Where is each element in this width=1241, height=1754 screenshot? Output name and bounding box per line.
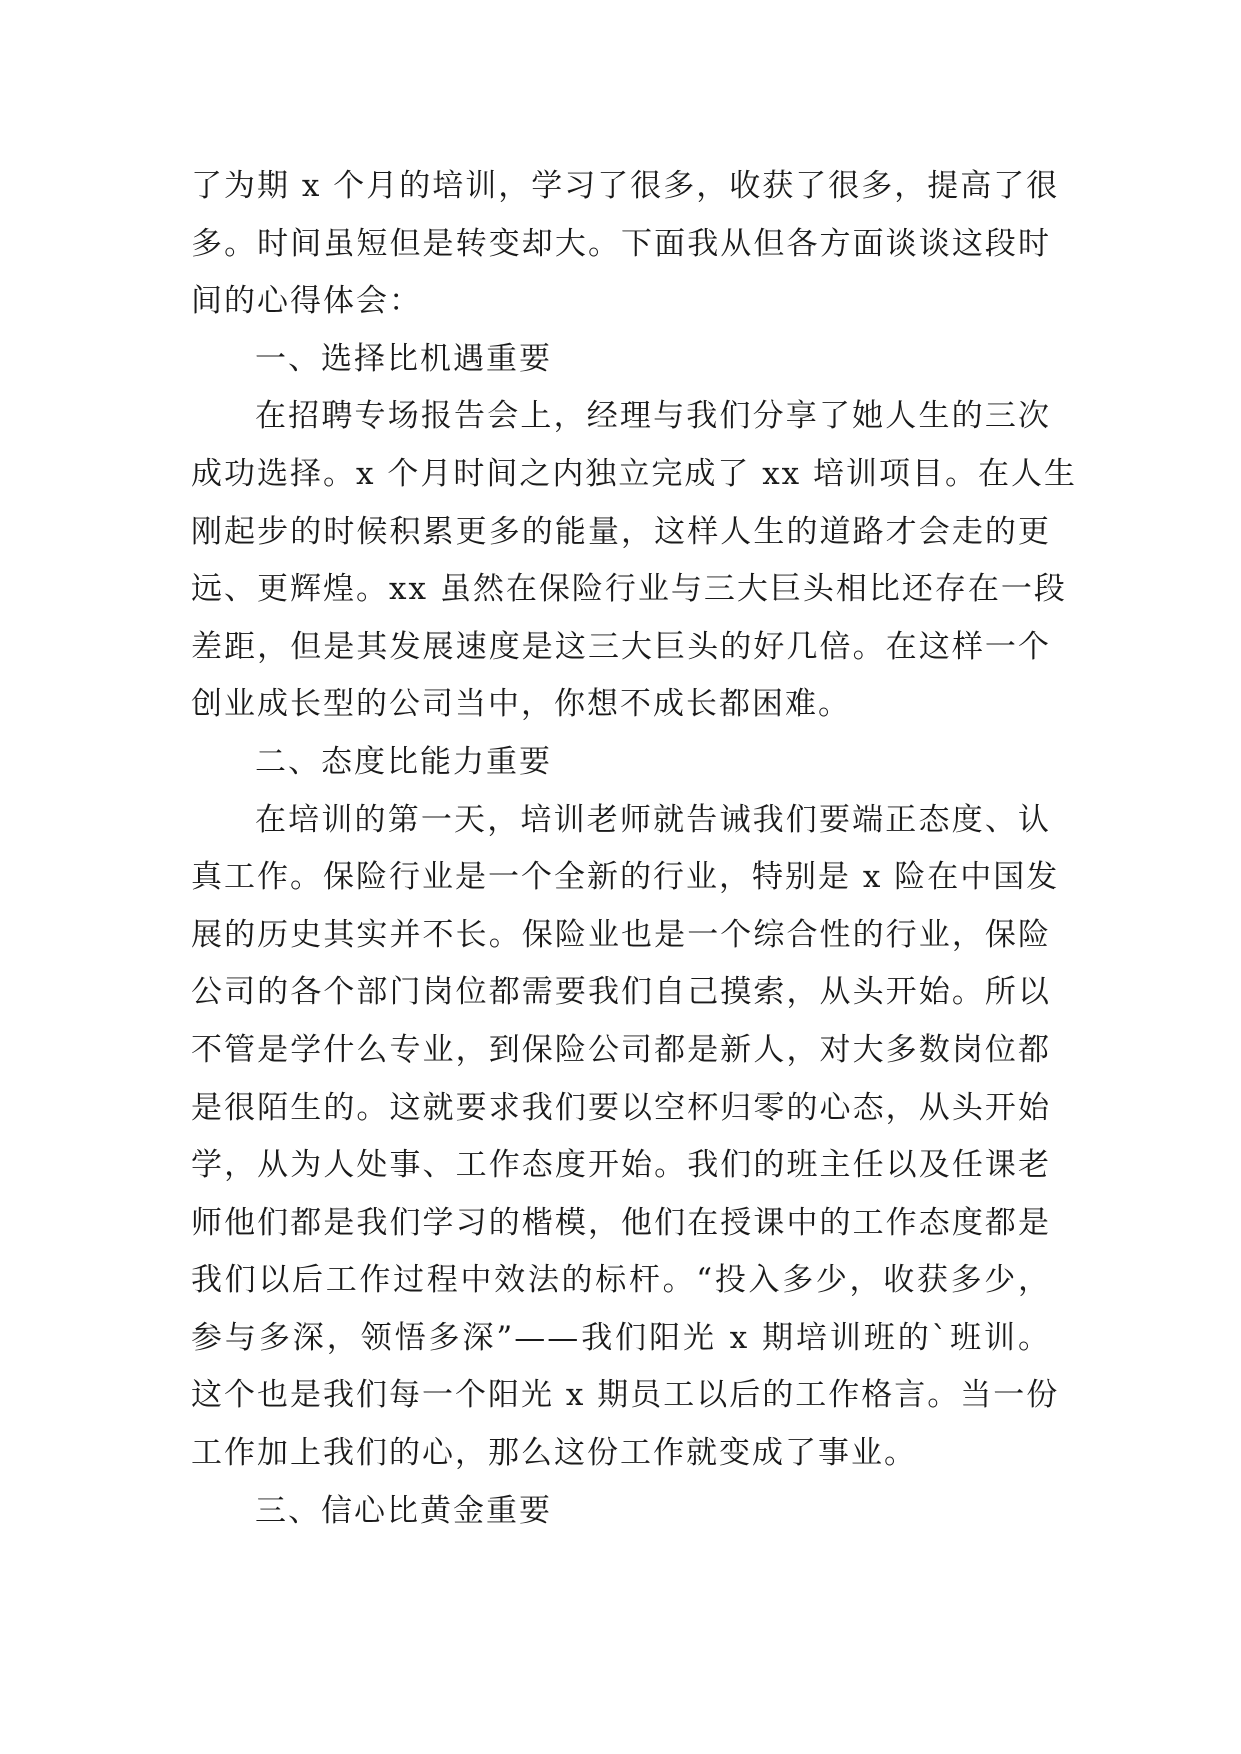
paragraph-line: 真工作。保险行业是一个全新的行业，特别是 x 险在中国发: [191, 859, 1060, 896]
paragraph-line: 工作加上我们的心，那么这份工作就变成了事业。: [191, 1435, 917, 1472]
paragraph-line: 成功选择。x 个月时间之内独立完成了 xx 培训项目。在人生: [191, 455, 1078, 492]
paragraph-line: 师他们都是我们学习的楷模，他们在授课中的工作态度都是: [191, 1204, 1051, 1241]
paragraph-line: 在培训的第一天，培训老师就告诫我们要端正态度、认: [255, 801, 1051, 838]
paragraph-line: 多。时间虽短但是转变却大。下面我从但各方面谈谈这段时: [191, 225, 1051, 262]
paragraph-line: 参与多深，领悟多深”——我们阳光 x 期培训班的`班训。: [191, 1319, 1051, 1356]
paragraph-line: 公司的各个部门岗位都需要我们自己摸索，从头开始。所以: [191, 974, 1051, 1011]
section-heading: 三、信心比黄金重要: [255, 1492, 552, 1529]
paragraph-line: 这个也是我们每一个阳光 x 期员工以后的工作格言。当一份: [191, 1377, 1060, 1414]
section-heading: 二、态度比能力重要: [255, 743, 552, 780]
paragraph-line: 间的心得体会：: [191, 283, 422, 320]
paragraph-line: 是很陌生的。这就要求我们要以空杯归零的心态，从头开始: [191, 1089, 1051, 1126]
paragraph-line: 在招聘专场报告会上，经理与我们分享了她人生的三次: [255, 398, 1051, 435]
document-body: [191, 158, 1078, 1540]
paragraph-line: 我们以后工作过程中效法的标杆。“投入多少，收获多少，: [191, 1262, 1051, 1299]
paragraph-line: 学，从为人处事、工作态度开始。我们的班主任以及任课老: [191, 1147, 1051, 1184]
section-heading: 一、选择比机遇重要: [255, 340, 552, 377]
paragraph-line: 展的历史其实并不长。保险业也是一个综合性的行业，保险: [191, 916, 1051, 953]
paragraph-line: 了为期 x 个月的培训，学习了很多，收获了很多，提高了很: [191, 168, 1060, 204]
paragraph-line: 创业成长型的公司当中，你想不成长都困难。: [191, 686, 851, 723]
paragraph-line: 差距，但是其发展速度是这三大巨头的好几倍。在这样一个: [191, 628, 1051, 665]
paragraph-line: 刚起步的时候积累更多的能量，这样人生的道路才会走的更: [191, 513, 1051, 550]
paragraph-line: 不管是学什么专业，到保险公司都是新人，对大多数岗位都: [191, 1031, 1051, 1068]
paragraph-line: 远、更辉煌。xx 虽然在保险行业与三大巨头相比还存在一段: [191, 571, 1067, 608]
